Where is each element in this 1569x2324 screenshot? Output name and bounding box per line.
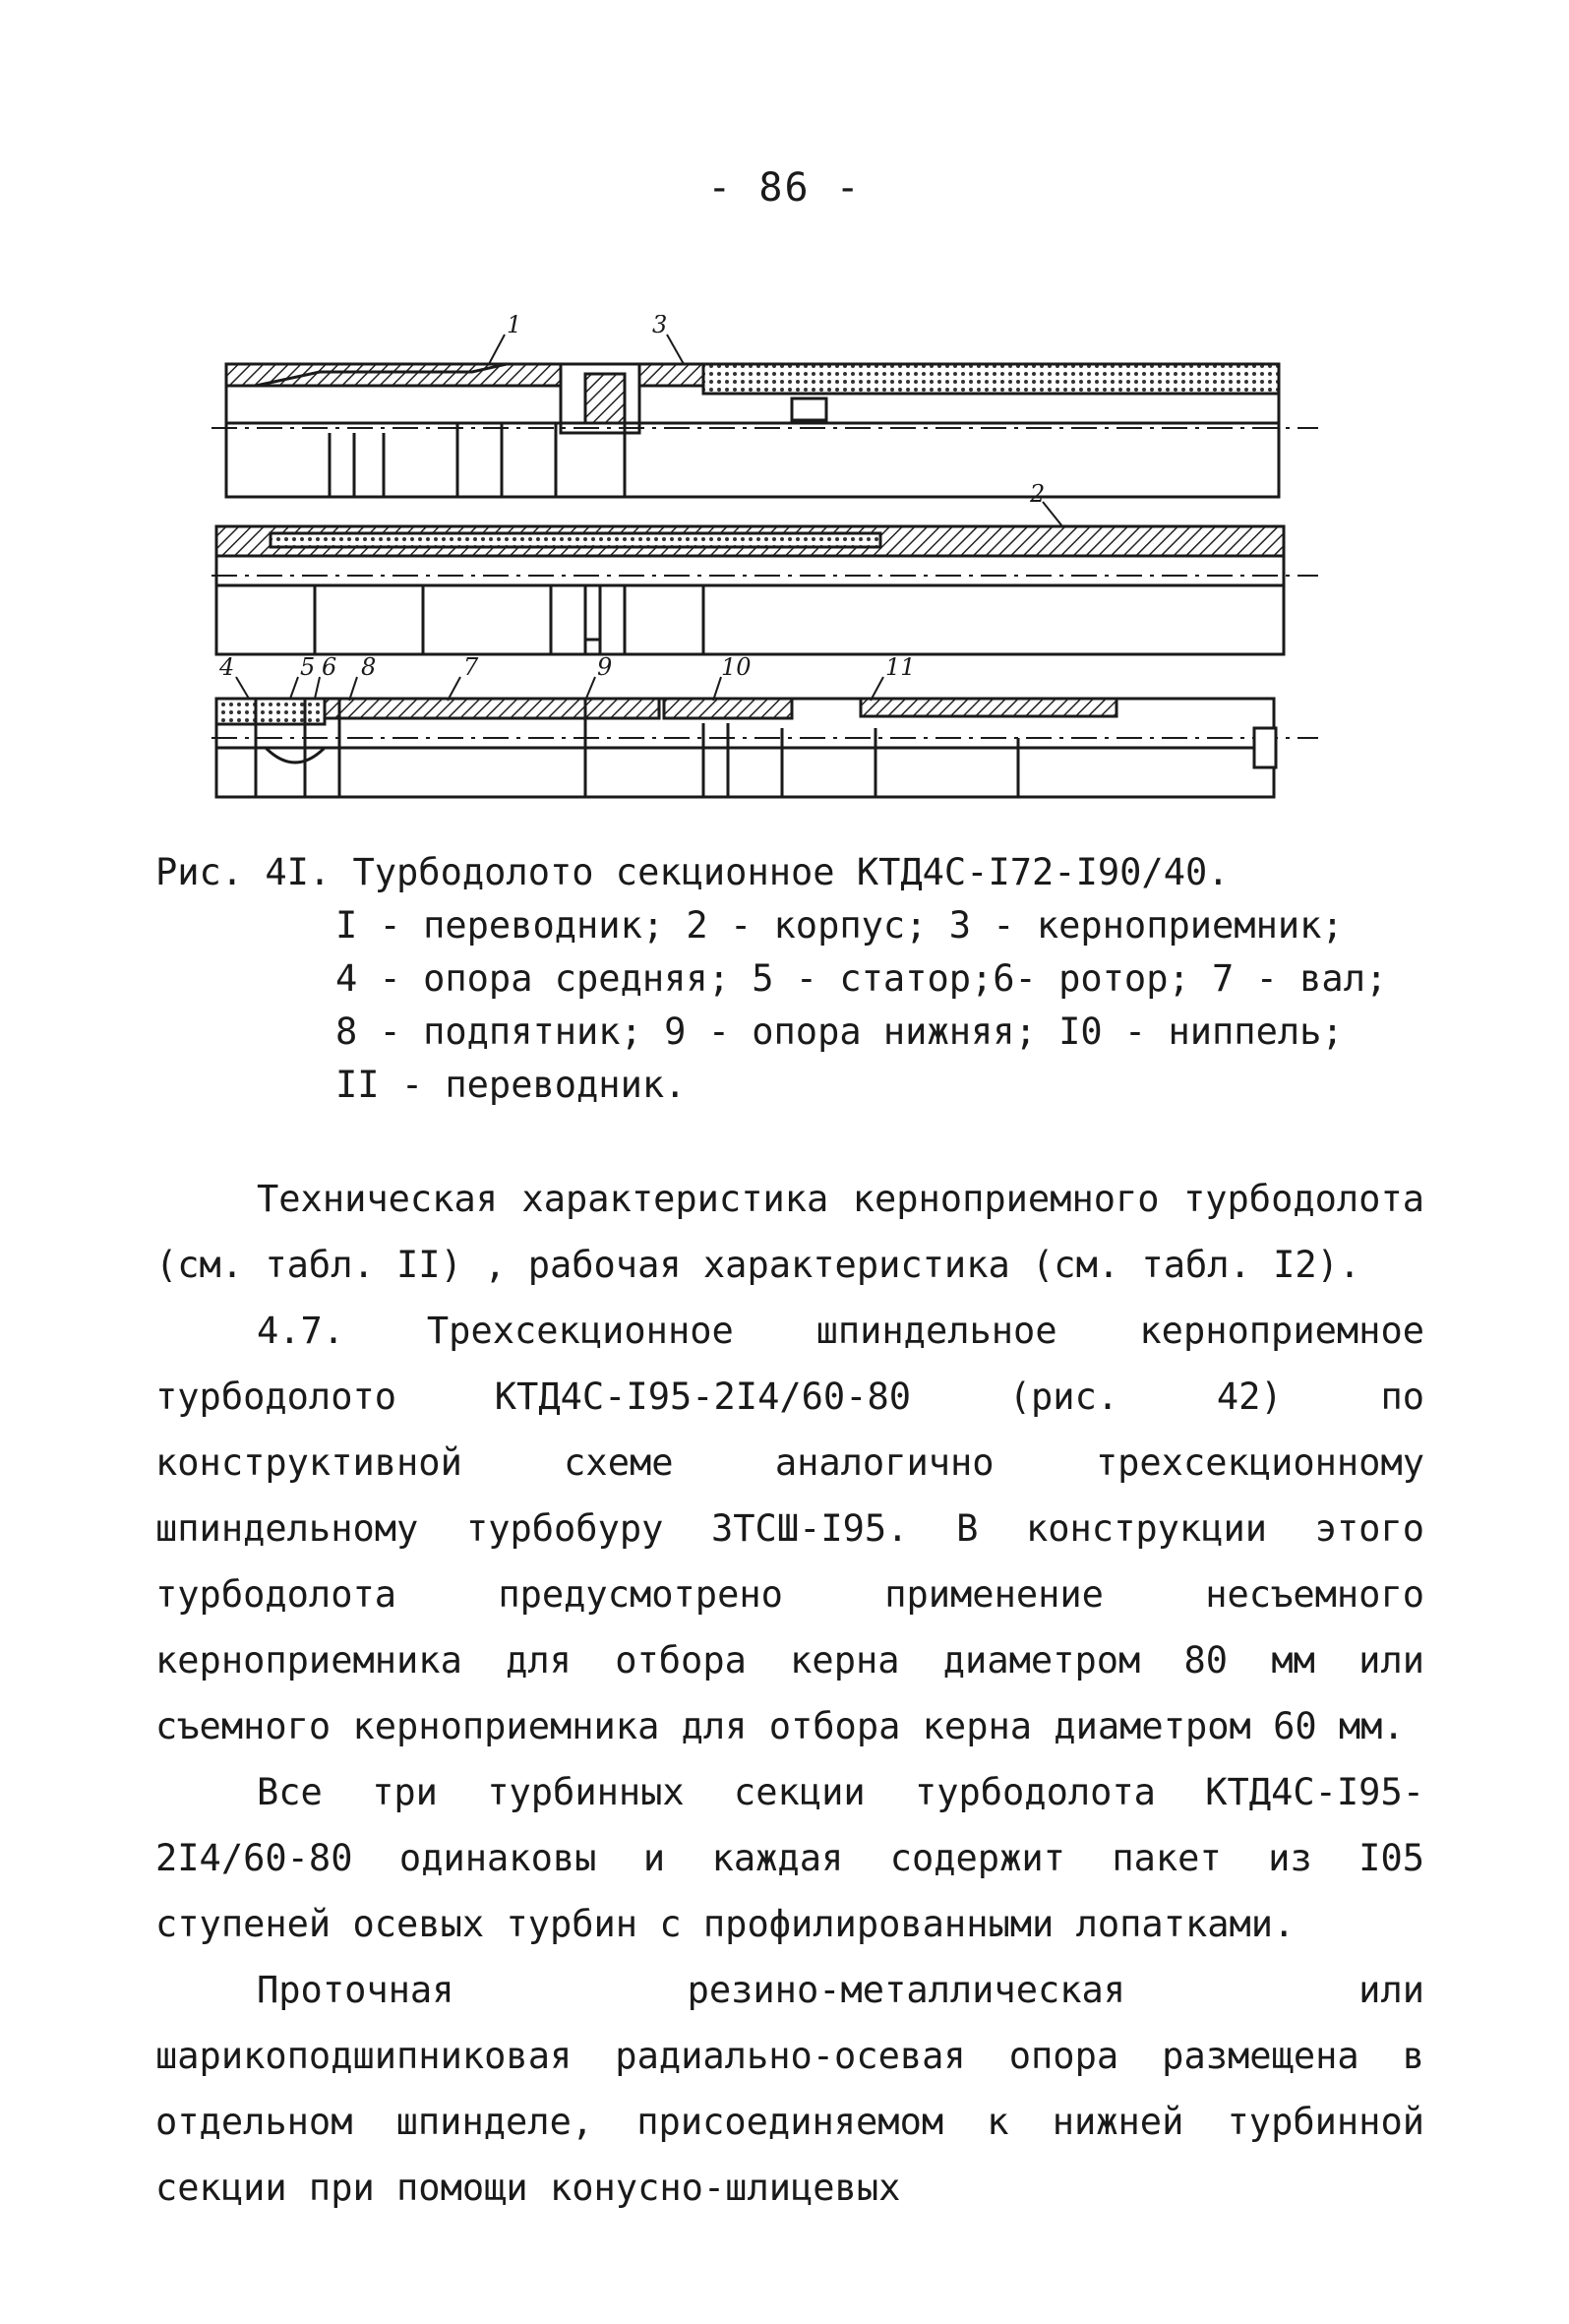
figure-legend-line: 4 - опора средняя; 5 - статор;6- ротор; 7 - вал;	[335, 957, 1388, 1000]
figure-label-5: 5	[300, 653, 316, 681]
turbodrill-drawing	[211, 315, 1318, 807]
figure-label-8: 8	[361, 653, 377, 681]
paragraph: Техническая характеристика керноприемного турбодолота (см. табл. II) , рабочая характеристика (см. табл. I2).	[155, 1178, 1424, 1286]
figure-legend-line: I - переводник; 2 - корпус; 3 - керноприемник;	[335, 904, 1344, 947]
figure-label-4: 4	[219, 653, 235, 681]
page-number: - 86 -	[707, 165, 862, 211]
section-middle	[211, 526, 1318, 654]
section-bottom	[211, 699, 1318, 797]
figure-label-9: 9	[597, 653, 613, 681]
figure-legend-line: 8 - подпятник; 9 - опора нижняя; I0 - ниппель;	[335, 1010, 1344, 1053]
turbodrill-figure	[211, 315, 1318, 807]
body-text	[155, 1166, 1424, 2221]
figure-caption	[155, 846, 1388, 1112]
figure-legend-line: II - переводник.	[335, 1064, 687, 1106]
figure-label-6: 6	[322, 653, 337, 681]
figure-label-10: 10	[721, 653, 752, 681]
section-top	[211, 364, 1318, 497]
figure-label-3: 3	[652, 315, 668, 338]
figure-caption-title: Рис. 4I. Турбодолото секционное КТД4С-I72-I90/40.	[155, 851, 1230, 893]
paragraph: Все три турбинных секции турбодолота КТД4С-I95-2I4/60-80 одинаковы и каждая содержит пакет из I05 ступеней осевых турбин с профилированными лопатками.	[155, 1771, 1424, 1945]
paragraph: Проточная резино-металлическая или шарикоподшипниковая радиально-осевая опора размещена в отдельном шпинделе, присоединяемом к нижней турбинной секции при помощи конусно-шлицевых	[155, 1969, 1424, 2209]
figure-label-2: 2	[1030, 480, 1046, 508]
paragraph: 4.7. Трехсекционное шпиндельное керноприемное турбодолото КТД4С-I95-2I4/60-80 (рис. 42) по конструктивной схеме аналогично трехсекционному шпиндельному турбобуру ЗТСШ-I95. В конструкции этого турбодолота предусмотрено применение несъемного керноприемника для отбора керна диаметром 80 мм или съемного керноприемника для отбора керна диаметром 60 мм.	[155, 1310, 1424, 1747]
figure-label-1: 1	[507, 315, 522, 338]
figure-label-7: 7	[463, 653, 479, 681]
figure-label-11: 11	[885, 653, 916, 681]
